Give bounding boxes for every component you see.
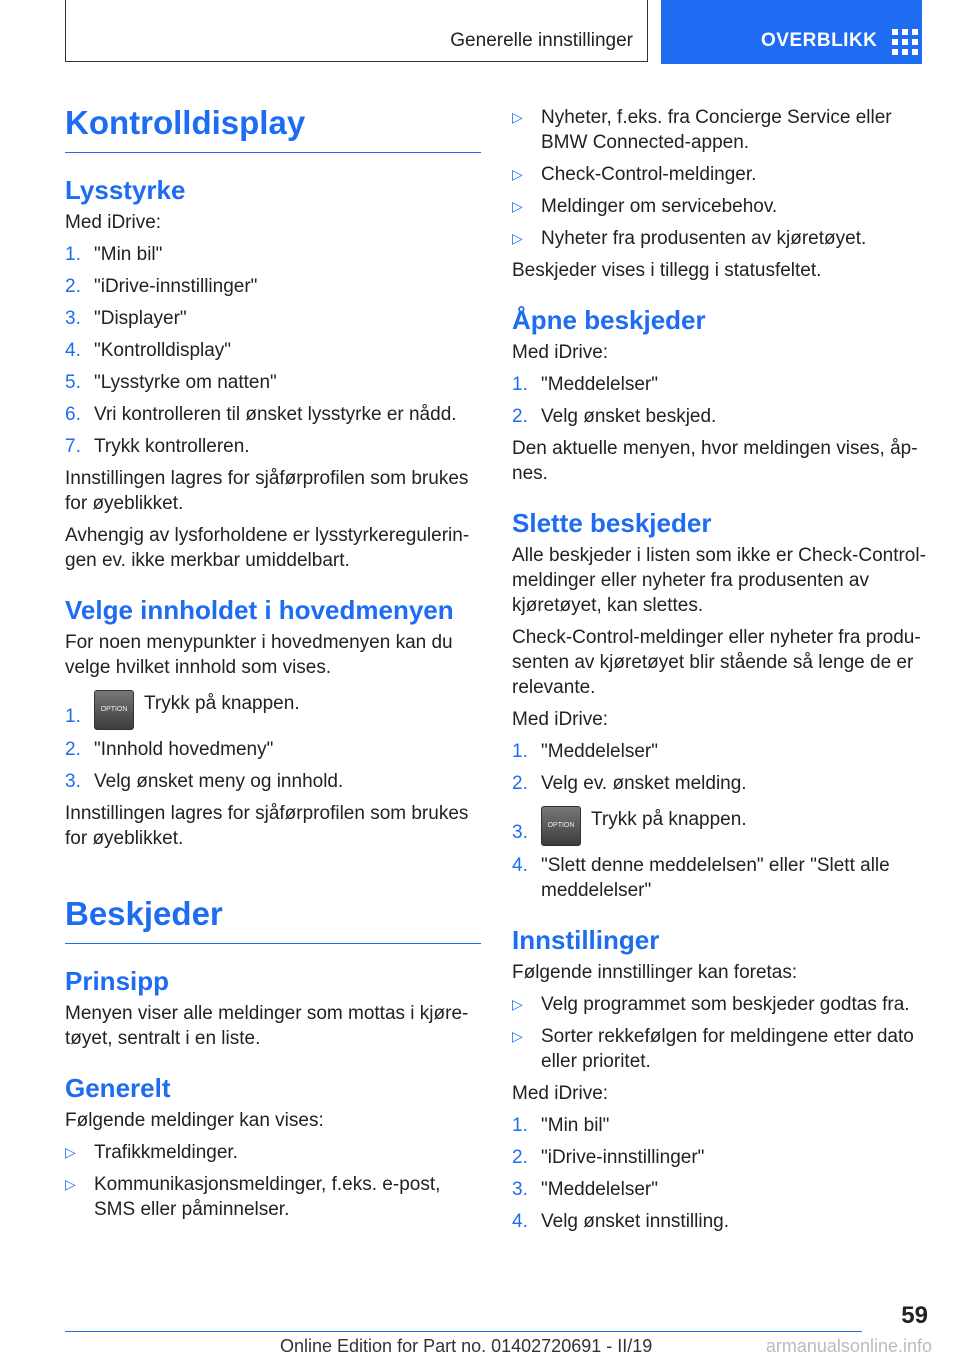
delete-steps [512,739,932,903]
list-item: ▷ Nyheter, f.eks. fra Concierge Service eller BMW Connected-appen. [512,107,892,153]
bullet-triangle-icon: ▷ [512,198,523,214]
list-item: 5. "Lysstyrke om natten" [65,372,277,393]
list-item: 4. "Slett denne meddelelsen" eller "Slett alle meddelelser" [512,855,890,901]
list-item: 6. Vri kontrolleren til ønsket lysstyrke er nådd. [65,404,457,425]
list-item: ▷ Kommunikasjonsmeldinger, f.eks. e-post, SMS eller påminnelser. [65,1174,441,1220]
list-item: 1. "Min bil" [512,1115,610,1136]
settings-intro: Følgende innstillinger kan foretas: [512,962,798,983]
list-item: 1. "Meddelelser" [512,741,658,762]
bullet-triangle-icon: ▷ [512,109,523,125]
page-number: 59 [901,1302,928,1329]
brightness-intro: Med iDrive: [65,212,162,233]
left-column [65,100,481,1222]
overview-button[interactable] [661,0,922,64]
bullet-triangle-icon: ▷ [65,1144,76,1160]
heading-lysstyrke: Lysstyrke [65,175,186,205]
delete-intro: Med iDrive: [512,709,609,730]
brightness-steps [65,242,481,459]
mainmenu-note: Innstillingen lagres for sjåførprofilen som brukes for øyeblikket. [65,803,469,849]
list-item: ▷ Sorter rekkefølgen for meldingene etter dato eller prioritet. [512,1026,914,1072]
open-intro: Med iDrive: [512,342,609,363]
list-item: 2. "iDrive-innstillinger" [65,276,258,297]
grid-icon [892,29,918,51]
list-item: 2. Velg ev. ønsket melding. [512,773,747,794]
principle-text: Menyen viser alle meldinger som mottas i kjøretøyet, sentralt i en liste. [65,1003,469,1049]
page-header [65,0,922,64]
settings-steps [512,1113,932,1234]
list-item: 3. "Meddelelser" [512,1179,658,1200]
heading-hovedmeny: Velge innholdet i hovedmenyen [65,595,454,625]
delete-text-2: Check-Control-meldinger eller nyheter fra produsenten av kjøretøyet blir stående så lenge de er relevante. [512,627,921,698]
list-item: 3. "Displayer" [65,308,187,329]
general-items-continued [512,105,932,251]
open-steps [512,372,932,429]
list-item: ▷ Check-Control-meldinger. [512,164,757,185]
brightness-note-2: Avhengig av lysforholdene er lysstyrkereguleringen ev. ikke merkbar umiddelbart. [65,525,470,571]
heading-apne-beskjeder: Åpne beskjeder [512,305,706,335]
delete-text-1: Alle beskjeder i listen som ikke er Check-Control-meldinger eller nyheter fra produsenten av kjøretøyet, kan slettes. [512,545,926,616]
general-intro: Følgende meldinger kan vises: [65,1110,324,1131]
list-item: ▷ Trafikkmeldinger. [65,1142,238,1163]
heading-innstillinger: Innstillinger [512,925,660,955]
open-note: Den aktuelle menyen, hvor meldingen vises, åpnes. [512,438,918,484]
right-column [512,98,932,1234]
heading-kontrolldisplay: Kontrolldisplay [65,100,481,153]
bullet-triangle-icon: ▷ [65,1176,76,1192]
list-item: 4. Velg ønsket innstilling. [512,1211,729,1232]
list-item: 2. "iDrive-innstillinger" [512,1147,705,1168]
footer-divider [65,1331,862,1332]
list-item: ▷ Velg programmet som beskjeder godtas fra. [512,994,910,1015]
list-item: ▷ Nyheter fra produsenten av kjøretøyet. [512,228,867,249]
bullet-triangle-icon: ▷ [512,166,523,182]
mainmenu-steps [65,690,481,794]
list-item: 3. OPTION Trykk på knappen. [512,806,932,846]
status-note: Beskjeder vises i tillegg i statusfeltet. [512,260,822,281]
settings-items [512,992,932,1074]
heading-generelt: Generelt [65,1073,171,1103]
option-button-icon: OPTION [541,806,581,846]
mainmenu-intro: For noen menypunkter i hovedmenyen kan du velge hvilket innhold som vises. [65,632,453,678]
heading-slette-beskjeder: Slette beskjeder [512,508,712,538]
list-item: 2. Velg ønsket beskjed. [512,406,717,427]
list-item: 1. "Min bil" [65,244,163,265]
bullet-triangle-icon: ▷ [512,230,523,246]
section-title: Generelle innstillinger [450,30,633,51]
list-item: 2. "Innhold hovedmeny" [65,739,274,760]
option-button-icon: OPTION [94,690,134,730]
edition-text: Online Edition for Part no. 01402720691 - II/19 [280,1336,653,1356]
bullet-triangle-icon: ▷ [512,996,523,1012]
list-item: 7. Trykk kontrolleren. [65,436,250,457]
list-item: 1. OPTION Trykk på knappen. [65,690,481,730]
heading-prinsipp: Prinsipp [65,966,170,996]
heading-beskjeder: Beskjeder [65,891,481,944]
section-tab[interactable] [65,0,648,62]
brightness-note-1: Innstillingen lagres for sjåførprofilen som brukes for øyeblikket. [65,468,469,514]
bullet-triangle-icon: ▷ [512,1028,523,1044]
list-item: ▷ Meldinger om servicebehov. [512,196,778,217]
general-items [65,1140,481,1222]
list-item: 1. "Meddelelser" [512,374,658,395]
list-item: 4. "Kontrolldisplay" [65,340,232,361]
settings-intro-2: Med iDrive: [512,1083,609,1104]
list-item: 3. Velg ønsket meny og innhold. [65,771,344,792]
watermark-text: armanualsonline.info [765,1336,932,1356]
overview-label: OVERBLIKK [761,30,878,51]
